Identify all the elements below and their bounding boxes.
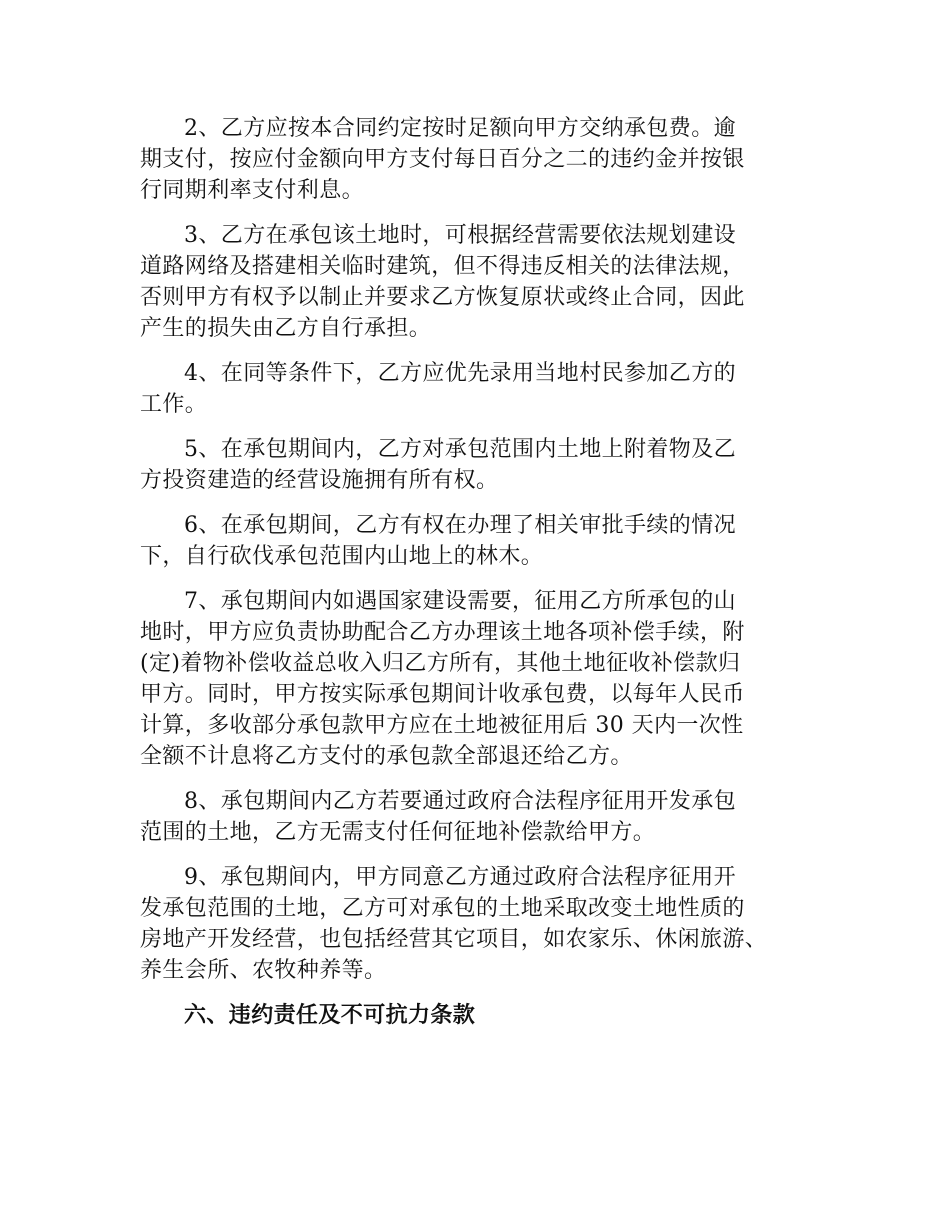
clause-line: 发承包范围的土地，乙方可对承包的土地采取改变土地性质的 (140, 896, 745, 921)
clause-9 (140, 862, 840, 986)
clause-line: 甲方。同时，甲方按实际承包期间计收承包费，以每年人民币 (140, 682, 745, 707)
clause-5 (140, 434, 840, 496)
clause-line: 下，自行砍伐承包范围内山地上的林木。 (140, 544, 544, 569)
clause-line: 道路网络及搭建相关临时建筑，但不得违反相关的法律法规， (140, 254, 745, 279)
clause-4 (140, 358, 840, 420)
clause-3 (140, 220, 840, 344)
clause-line: 产生的损失由乙方自行承担。 (140, 316, 432, 341)
clause-line: 否则甲方有权予以制止并要求乙方恢复原状或终止合同，因此 (140, 285, 745, 310)
clause-line: 行同期利率支付利息。 (140, 178, 365, 203)
clause-6 (140, 510, 840, 572)
clause-line: 2、乙方应按本合同约定按时足额向甲方交纳承包费。逾 (184, 116, 736, 141)
clause-8 (140, 786, 840, 848)
document-body (140, 113, 840, 1031)
clause-line: 地时，甲方应负责协助配合乙方办理该土地各项补偿手续，附 (140, 620, 745, 645)
clause-line: 8、承包期间内乙方若要通过政府合法程序征用开发承包 (184, 789, 736, 814)
clause-line: 范围的土地，乙方无需支付任何征地补偿款给甲方。 (140, 820, 656, 845)
clause-line: (定)着物补偿收益总收入归乙方所有，其他土地征收补偿款归 (140, 651, 741, 676)
clause-line: 5、在承包期间内，乙方对承包范围内土地上附着物及乙 (184, 437, 736, 462)
clause-line: 全额不计息将乙方支付的承包款全部退还给乙方。 (140, 744, 633, 769)
clause-line: 工作。 (140, 392, 208, 417)
clause-line: 4、在同等条件下，乙方应优先录用当地村民参加乙方的 (184, 361, 736, 386)
clause-2 (140, 113, 840, 206)
clause-7 (140, 586, 840, 772)
clause-line: 6、在承包期间，乙方有权在办理了相关审批手续的情况 (184, 513, 736, 538)
clause-line: 方投资建造的经营设施拥有所有权。 (140, 468, 499, 493)
clause-line: 养生会所、农牧种养等。 (140, 958, 387, 983)
clause-line: 计算，多收部分承包款甲方应在土地被征用后 30 天内一次性 (140, 713, 744, 738)
clause-line: 房地产开发经营，也包括经营其它项目，如农家乐、休闲旅游、 (140, 927, 768, 952)
clause-line: 3、乙方在承包该土地时，可根据经营需要依法规划建设 (184, 223, 736, 248)
clause-line: 9、承包期间内，甲方同意乙方通过政府合法程序征用开 (184, 865, 736, 890)
section-heading: 六、违约责任及不可抗力条款 (184, 1003, 476, 1028)
clause-line: 期支付，按应付金额向甲方支付每日百分之二的违约金并按银 (140, 147, 745, 172)
clause-line: 7、承包期间内如遇国家建设需要，征用乙方所承包的山 (184, 589, 736, 614)
